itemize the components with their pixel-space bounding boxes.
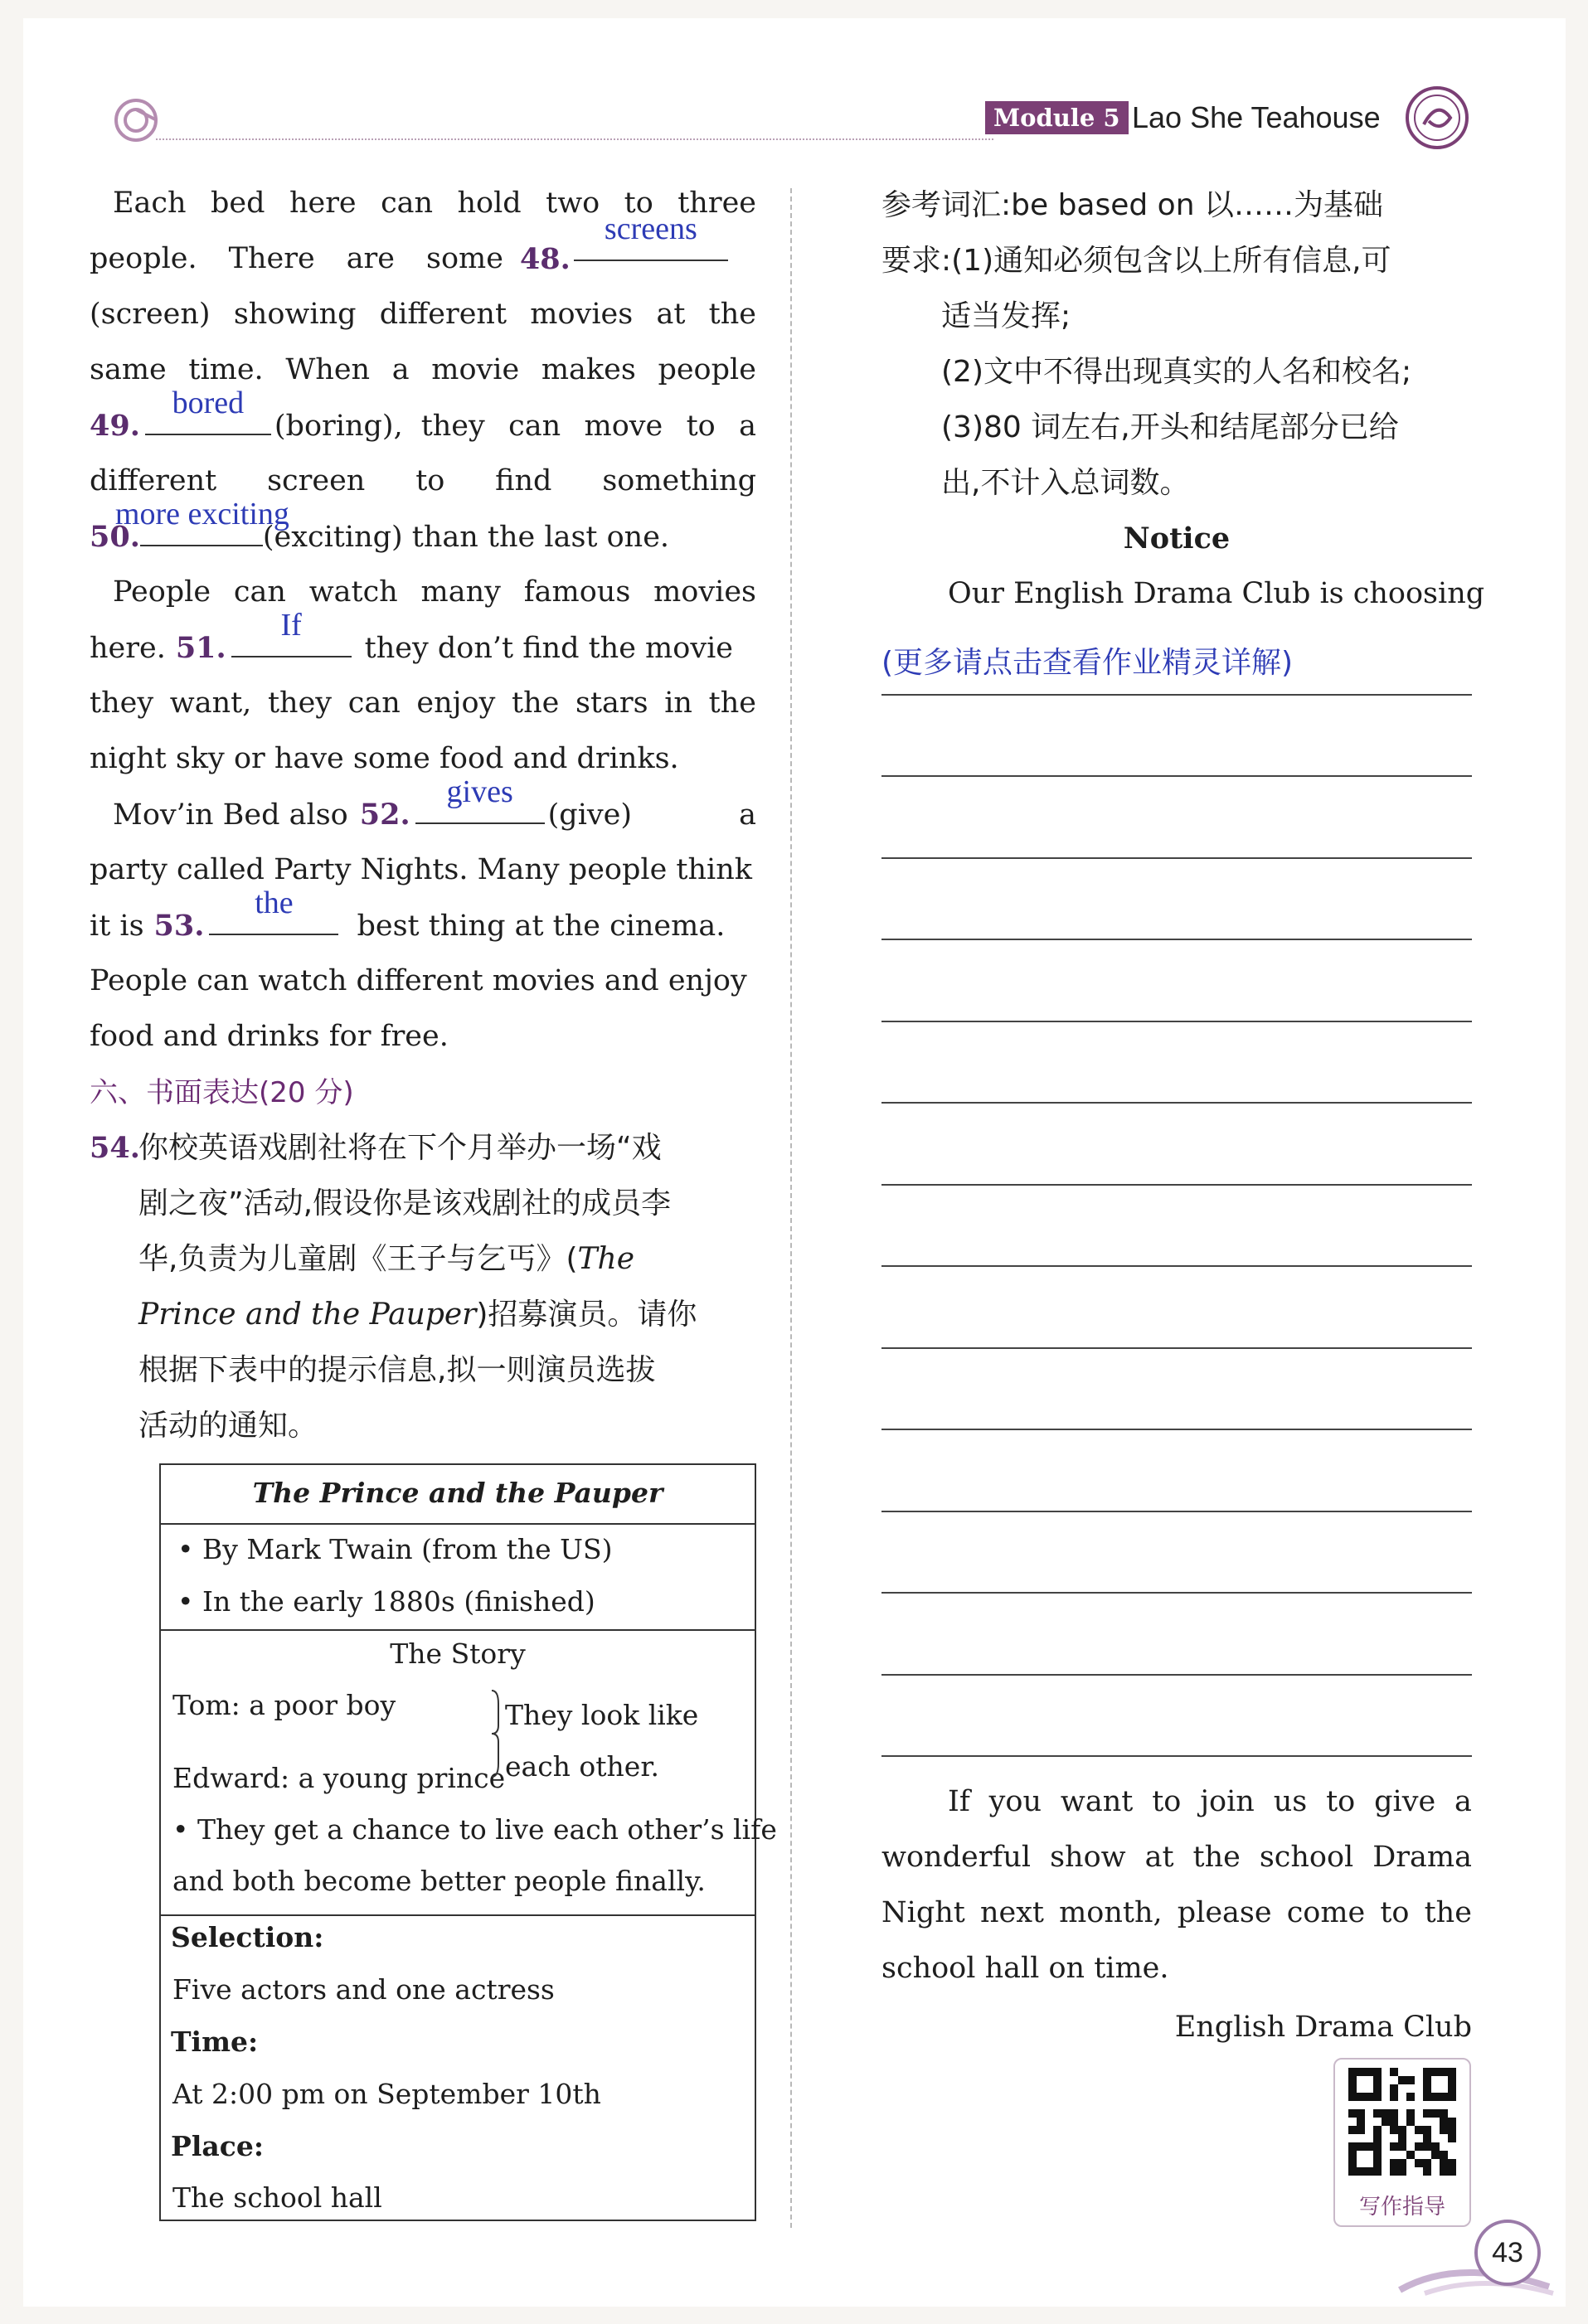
passage-line: people. There are some 48. screens [90, 231, 756, 287]
notice-signature: English Drama Club [1174, 2011, 1472, 2044]
writing-line[interactable] [881, 1592, 1472, 1594]
writing-line[interactable] [881, 1347, 1472, 1349]
answer-48: screens [604, 211, 697, 246]
qr-code-card[interactable] [1333, 2058, 1471, 2227]
passage-line: it is 53. the best thing at the cinema. [90, 898, 733, 954]
vocab-hint: 参考词汇:be based on 以……为基础 [881, 188, 1383, 222]
question-49-number: 49. [90, 409, 140, 443]
writing-line[interactable] [881, 1511, 1472, 1512]
story-edward: Edward: a young prince [172, 1762, 506, 1794]
passage-line: Mov’in Bed also 52. gives (give) a [113, 787, 756, 843]
passage-line: 50. more exciting (exciting) than the last one. [90, 509, 733, 565]
selection-label: Selection: [171, 1921, 324, 1953]
answer-blank-51[interactable] [231, 608, 352, 657]
section-heading: 六、书面表达(20 分) [90, 1076, 354, 1109]
requirement-2: (2)文中不得出现真实的人名和校名; [941, 355, 1412, 389]
table-author: • By Mark Twain (from the US) [177, 1533, 613, 1565]
writing-line[interactable] [881, 1184, 1472, 1186]
requirement-3b: 出,不计入总词数。 [941, 466, 1190, 500]
seal-logo-icon [1404, 85, 1470, 151]
column-divider [790, 188, 792, 2228]
passage-line: same time. When a movie makes people [90, 353, 756, 386]
writing-line[interactable] [881, 1021, 1472, 1022]
qr-code-label: 写作指导 [1358, 2195, 1445, 2220]
selection-value: Five actors and one actress [172, 1973, 555, 2006]
workbook-page [23, 18, 1566, 2307]
notice-opening: Our English Drama Club is choosing [948, 577, 1485, 610]
answer-51: If [280, 608, 302, 643]
question-54-prompt: 你校英语戏剧社将在下个月举办一场“戏 剧之夜”活动,假设你是该戏剧社的成员李 华,负责为儿童剧《王子与乞丐》(The Prince and the Pauper)招募演员。请你 根据下表中的提示信息,拟一则演员选拔 活动的通知。 [138, 1131, 697, 1443]
writing-line[interactable] [881, 857, 1472, 859]
question-51-number: 51. [175, 631, 226, 665]
writing-line[interactable] [881, 1674, 1472, 1676]
brace-icon [488, 1687, 502, 1780]
requirement-1: 要求:(1)通知必须包含以上所有信息,可 [881, 244, 1391, 278]
qr-code-icon [1348, 2068, 1456, 2176]
question-50-number: 50. [90, 520, 140, 554]
writing-line[interactable] [881, 694, 1472, 696]
writing-line[interactable] [881, 775, 1472, 777]
writing-line[interactable] [881, 939, 1472, 940]
story-tom: Tom: a poor boy [172, 1689, 396, 1721]
question-52-number: 52. [359, 798, 410, 832]
info-table [159, 1463, 777, 2221]
story-look-1: They look like [505, 1699, 699, 1731]
notice-ending-line: Night next month, please come to the [881, 1896, 1472, 1929]
passage-line: night sky or have some food and drinks. [90, 742, 679, 775]
place-value: The school hall [172, 2181, 382, 2214]
answer-blank-52[interactable] [415, 774, 545, 824]
writing-line[interactable] [881, 1755, 1472, 1757]
requirement-1b: 适当发挥; [941, 299, 1071, 333]
story-chance-2: and both become better people finally. [172, 1865, 706, 1897]
header-rule [156, 138, 993, 140]
answer-blank-50[interactable] [114, 497, 289, 546]
notice-ending-line: If you want to join us to give a [948, 1785, 1472, 1818]
place-label: Place: [171, 2130, 265, 2162]
story-title: The Story [390, 1637, 526, 1670]
passage-line: People can watch many famous movies [113, 575, 756, 609]
answer-blank-53[interactable] [209, 885, 338, 935]
table-date: • In the early 1880s (finished) [177, 1585, 595, 1618]
writing-line[interactable] [881, 1429, 1472, 1430]
page-number: 43 [1492, 2237, 1523, 2268]
notice-ending-line: wonderful show at the school Drama [881, 1841, 1472, 1874]
module-title: Lao She Teahouse [1132, 100, 1381, 134]
more-details-link[interactable]: (更多请点击查看作业精灵详解) [881, 646, 1294, 680]
module-badge: Module 5 [985, 101, 1129, 134]
question-48-number: 48. [519, 242, 571, 276]
notice-ending-line: school hall on time. [881, 1952, 1169, 1985]
question-54-number: 54. [90, 1131, 140, 1165]
answer-52: gives [446, 774, 513, 809]
table-title: The Prince and the Pauper [252, 1477, 663, 1509]
story-look-2: each other. [505, 1750, 659, 1783]
time-label: Time: [171, 2026, 259, 2058]
answer-blank-48[interactable] [574, 211, 728, 261]
passage-line: People can watch different movies and enjoy [90, 964, 747, 997]
notice-title: Notice [1123, 522, 1231, 556]
requirement-3: (3)80 词左右,开头和结尾部分已给 [941, 410, 1399, 444]
swirl-logo-icon [110, 95, 162, 146]
passage-line: (screen) showing different movies at the [90, 298, 756, 331]
passage-line: 49. bored (boring), they can move to a [90, 398, 756, 454]
writing-line[interactable] [881, 1265, 1472, 1267]
answer-53: the [255, 885, 294, 920]
answer-blank-49[interactable] [145, 386, 271, 435]
question-53-number: 53. [153, 909, 205, 943]
story-chance-1: • They get a chance to live each other’s life [172, 1813, 777, 1846]
passage-line: here. 51. If they don’t find the movie [90, 620, 733, 677]
passage-line: Each bed here can hold two to three [113, 187, 756, 220]
answer-49: bored [172, 386, 245, 420]
passage-line: party called Party Nights. Many people think [90, 853, 752, 886]
passage-line: food and drinks for free. [90, 1020, 449, 1053]
writing-line[interactable] [881, 1102, 1472, 1104]
passage-line: they want, they can enjoy the stars in the [90, 687, 756, 720]
passage-line: different screen to find something [90, 464, 756, 497]
time-value: At 2:00 pm on September 10th [172, 2078, 601, 2110]
answer-50: more exciting [114, 497, 289, 531]
